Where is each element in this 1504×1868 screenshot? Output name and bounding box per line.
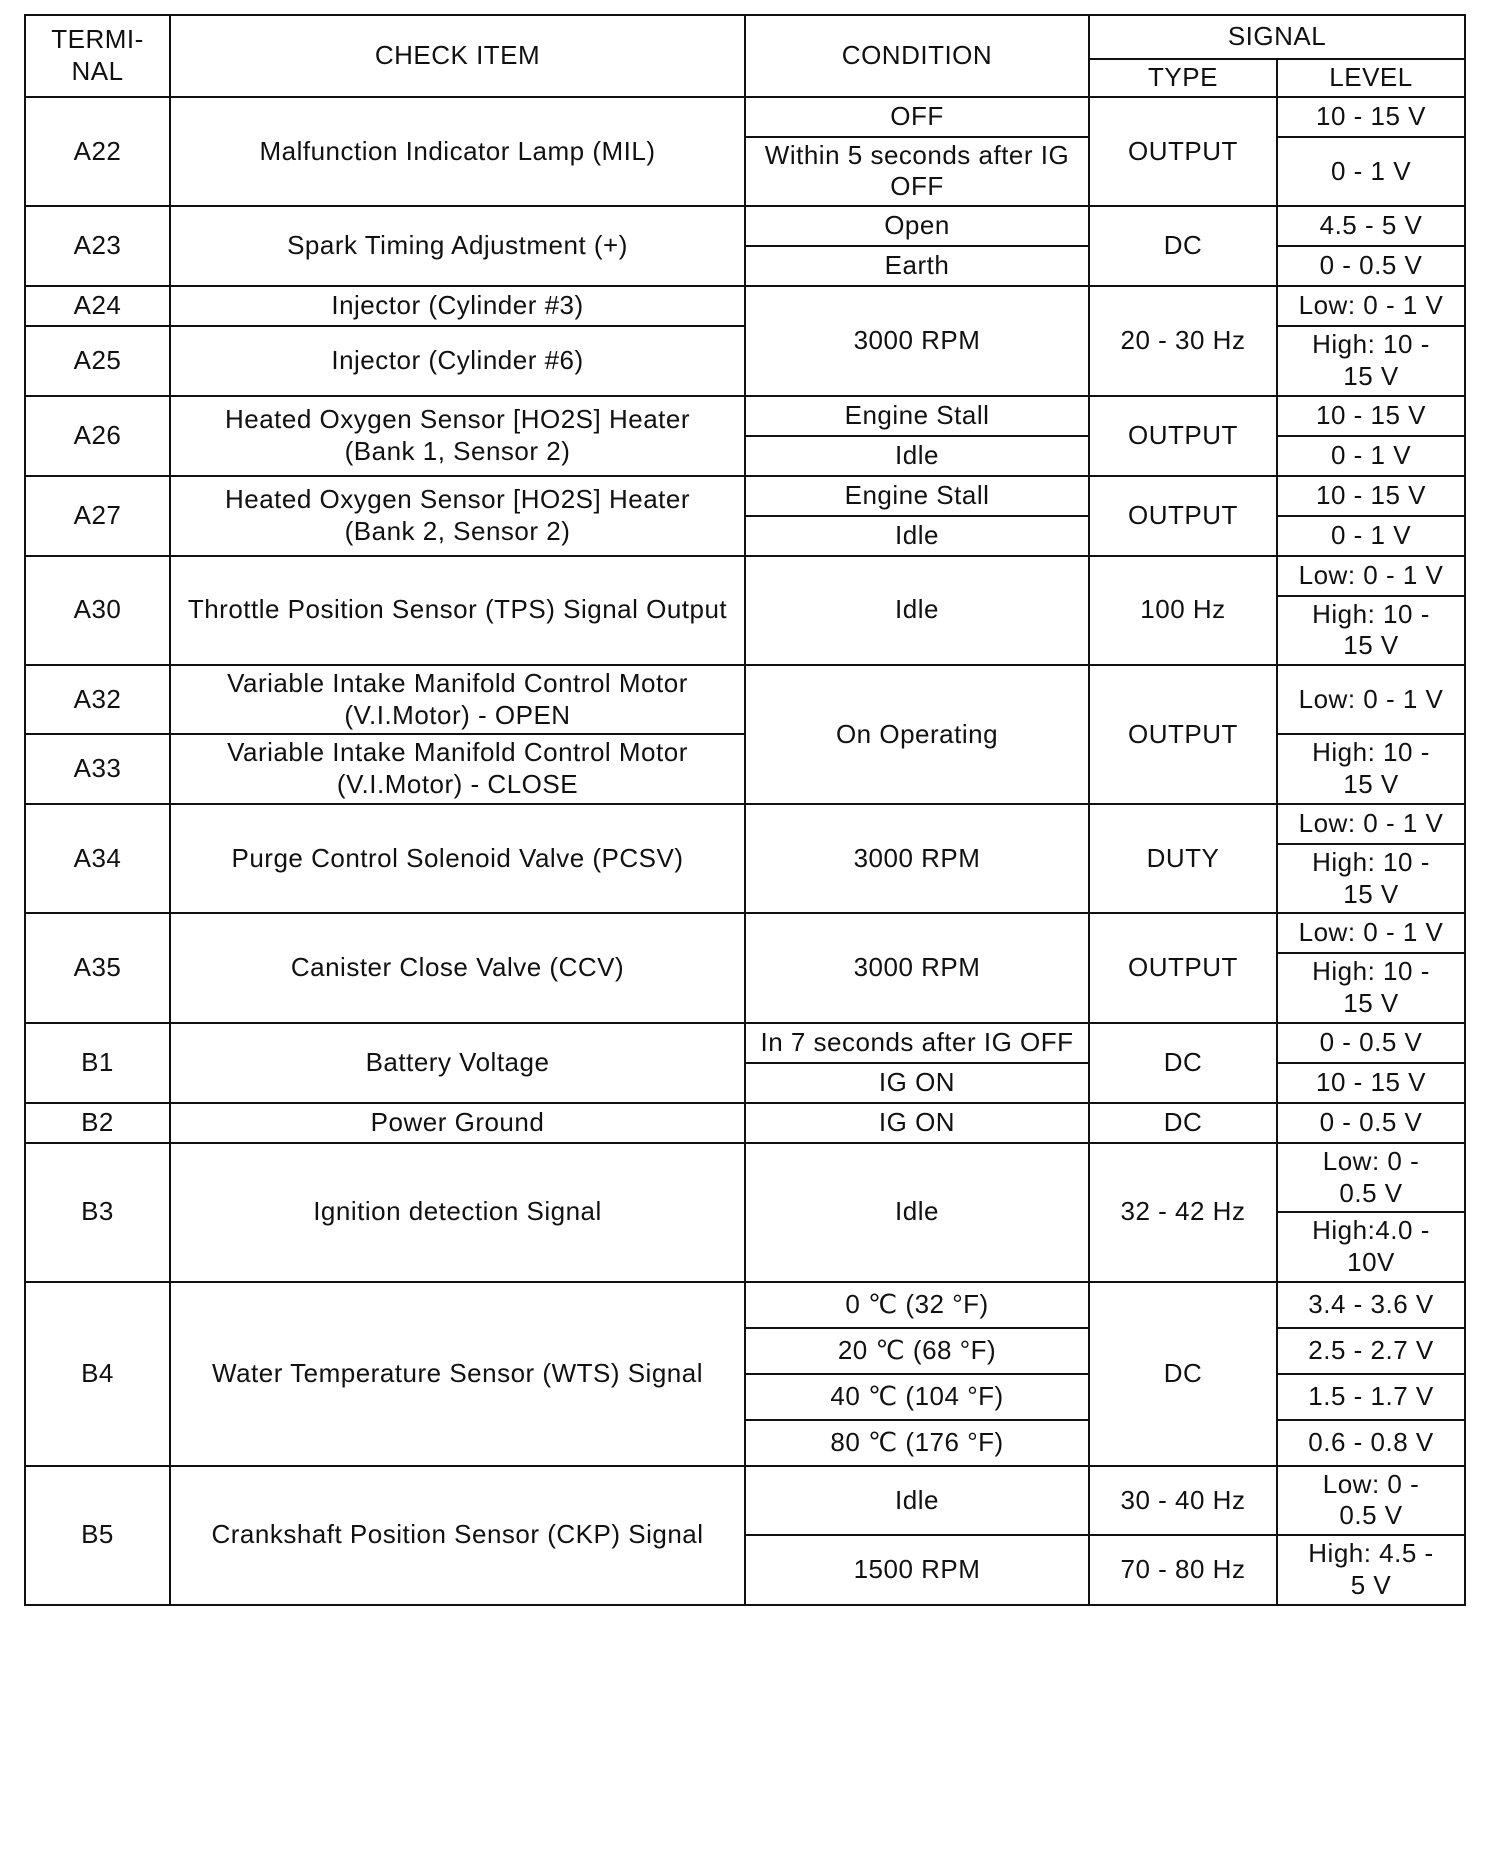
type-cell: 30 - 40 Hz <box>1089 1466 1277 1535</box>
table-row <box>25 804 1465 844</box>
level-cell: Low: 0 - 1 V <box>1277 913 1465 953</box>
condition-cell: 80 ℃ (176 °F) <box>745 1420 1089 1466</box>
table-row <box>25 1103 1465 1143</box>
check-item-cell: Purge Control Solenoid Valve (PCSV) <box>170 804 745 913</box>
level-cell: High: 10 - 15 V <box>1277 844 1465 913</box>
table-row <box>25 476 1465 516</box>
terminal-cell: A27 <box>25 476 170 556</box>
type-cell: OUTPUT <box>1089 396 1277 476</box>
terminal-cell: A26 <box>25 396 170 476</box>
condition-cell: Engine Stall <box>745 476 1089 516</box>
condition-cell: 3000 RPM <box>745 286 1089 395</box>
table-row <box>25 286 1465 326</box>
condition-cell: Idle <box>745 436 1089 476</box>
terminal-cell: A22 <box>25 97 170 206</box>
check-item-cell: Canister Close Valve (CCV) <box>170 913 745 1022</box>
level-cell: Low: 0 - 1 V <box>1277 804 1465 844</box>
level-cell: 3.4 - 3.6 V <box>1277 1282 1465 1328</box>
header-condition: CONDITION <box>745 15 1089 97</box>
level-cell: Low: 0 - 0.5 V <box>1277 1143 1465 1212</box>
level-cell: High: 4.5 - 5 V <box>1277 1535 1465 1604</box>
table-row <box>25 913 1465 953</box>
check-item-cell: Ignition detection Signal <box>170 1143 745 1282</box>
type-cell: OUTPUT <box>1089 476 1277 556</box>
condition-cell: 1500 RPM <box>745 1535 1089 1604</box>
level-cell: 0 - 0.5 V <box>1277 246 1465 286</box>
level-cell: High: 10 - 15 V <box>1277 326 1465 395</box>
level-cell: 0.6 - 0.8 V <box>1277 1420 1465 1466</box>
table-row <box>25 97 1465 137</box>
condition-cell: Idle <box>745 1143 1089 1282</box>
condition-cell: 3000 RPM <box>745 913 1089 1022</box>
check-item-cell: Heated Oxygen Sensor [HO2S] Heater (Bank 1, Sensor 2) <box>170 396 745 476</box>
condition-cell: Open <box>745 206 1089 246</box>
table-row <box>25 1282 1465 1328</box>
condition-cell: 20 ℃ (68 °F) <box>745 1328 1089 1374</box>
header-type: TYPE <box>1089 59 1277 97</box>
table-row <box>25 396 1465 436</box>
check-item-cell: Battery Voltage <box>170 1023 745 1103</box>
condition-cell: 0 ℃ (32 °F) <box>745 1282 1089 1328</box>
ecu-terminal-table <box>24 14 1466 1606</box>
level-cell: 2.5 - 2.7 V <box>1277 1328 1465 1374</box>
level-cell: Low: 0 - 1 V <box>1277 556 1465 596</box>
terminal-cell: A25 <box>25 326 170 395</box>
terminal-cell: A24 <box>25 286 170 326</box>
condition-cell: Engine Stall <box>745 396 1089 436</box>
check-item-cell: Throttle Position Sensor (TPS) Signal Output <box>170 556 745 665</box>
table-row <box>25 556 1465 596</box>
type-cell: DC <box>1089 1103 1277 1143</box>
condition-cell: In 7 seconds after IG OFF <box>745 1023 1089 1063</box>
level-cell: High: 10 - 15 V <box>1277 953 1465 1022</box>
check-item-cell: Power Ground <box>170 1103 745 1143</box>
level-cell: 10 - 15 V <box>1277 476 1465 516</box>
check-item-cell: Heated Oxygen Sensor [HO2S] Heater (Bank 2, Sensor 2) <box>170 476 745 556</box>
type-cell: 100 Hz <box>1089 556 1277 665</box>
type-cell: 70 - 80 Hz <box>1089 1535 1277 1604</box>
terminal-cell: A32 <box>25 665 170 734</box>
check-item-cell: Spark Timing Adjustment (+) <box>170 206 745 286</box>
condition-cell: On Operating <box>745 665 1089 804</box>
terminal-cell: B3 <box>25 1143 170 1282</box>
terminal-cell: B1 <box>25 1023 170 1103</box>
condition-cell: Idle <box>745 516 1089 556</box>
condition-cell: IG ON <box>745 1103 1089 1143</box>
table-row <box>25 1143 1465 1212</box>
level-cell: 1.5 - 1.7 V <box>1277 1374 1465 1420</box>
terminal-cell: B4 <box>25 1282 170 1466</box>
check-item-cell: Injector (Cylinder #6) <box>170 326 745 395</box>
level-cell: High: 10 - 15 V <box>1277 596 1465 665</box>
header-terminal: TERMI- NAL <box>25 15 170 97</box>
level-cell: Low: 0 - 1 V <box>1277 665 1465 734</box>
type-cell: OUTPUT <box>1089 913 1277 1022</box>
condition-cell: 40 ℃ (104 °F) <box>745 1374 1089 1420</box>
level-cell: 0 - 1 V <box>1277 516 1465 556</box>
level-cell: 4.5 - 5 V <box>1277 206 1465 246</box>
level-cell: High:4.0 - 10V <box>1277 1212 1465 1281</box>
type-cell: OUTPUT <box>1089 97 1277 206</box>
level-cell: Low: 0 - 0.5 V <box>1277 1466 1465 1535</box>
level-cell: 0 - 0.5 V <box>1277 1103 1465 1143</box>
check-item-cell: Malfunction Indicator Lamp (MIL) <box>170 97 745 206</box>
condition-cell: Earth <box>745 246 1089 286</box>
terminal-cell: B2 <box>25 1103 170 1143</box>
level-cell: 0 - 0.5 V <box>1277 1023 1465 1063</box>
condition-cell: OFF <box>745 97 1089 137</box>
terminal-cell: A30 <box>25 556 170 665</box>
level-cell: 0 - 1 V <box>1277 436 1465 476</box>
level-cell: 10 - 15 V <box>1277 97 1465 137</box>
terminal-cell: A23 <box>25 206 170 286</box>
header-check-item: CHECK ITEM <box>170 15 745 97</box>
check-item-cell: Crankshaft Position Sensor (CKP) Signal <box>170 1466 745 1605</box>
condition-cell: Within 5 seconds after IG OFF <box>745 137 1089 206</box>
level-cell: 10 - 15 V <box>1277 1063 1465 1103</box>
header-signal: SIGNAL <box>1089 15 1465 59</box>
level-cell: 10 - 15 V <box>1277 396 1465 436</box>
terminal-cell: A35 <box>25 913 170 1022</box>
level-cell: 0 - 1 V <box>1277 137 1465 206</box>
condition-cell: Idle <box>745 556 1089 665</box>
check-item-cell: Variable Intake Manifold Control Motor (V.I.Motor) - CLOSE <box>170 734 745 803</box>
terminal-cell: A34 <box>25 804 170 913</box>
terminal-cell: B5 <box>25 1466 170 1605</box>
condition-cell: IG ON <box>745 1063 1089 1103</box>
table-row <box>25 665 1465 734</box>
check-item-cell: Variable Intake Manifold Control Motor (V.I.Motor) - OPEN <box>170 665 745 734</box>
table-row <box>25 1466 1465 1535</box>
type-cell: OUTPUT <box>1089 665 1277 804</box>
type-cell: DC <box>1089 1282 1277 1466</box>
condition-cell: 3000 RPM <box>745 804 1089 913</box>
type-cell: DC <box>1089 1023 1277 1103</box>
check-item-cell: Water Temperature Sensor (WTS) Signal <box>170 1282 745 1466</box>
check-item-cell: Injector (Cylinder #3) <box>170 286 745 326</box>
condition-cell: Idle <box>745 1466 1089 1535</box>
type-cell: 32 - 42 Hz <box>1089 1143 1277 1282</box>
level-cell: High: 10 - 15 V <box>1277 734 1465 803</box>
type-cell: 20 - 30 Hz <box>1089 286 1277 395</box>
table-row <box>25 1023 1465 1063</box>
table-row <box>25 206 1465 246</box>
type-cell: DUTY <box>1089 804 1277 913</box>
terminal-cell: A33 <box>25 734 170 803</box>
header-level: LEVEL <box>1277 59 1465 97</box>
type-cell: DC <box>1089 206 1277 286</box>
level-cell: Low: 0 - 1 V <box>1277 286 1465 326</box>
